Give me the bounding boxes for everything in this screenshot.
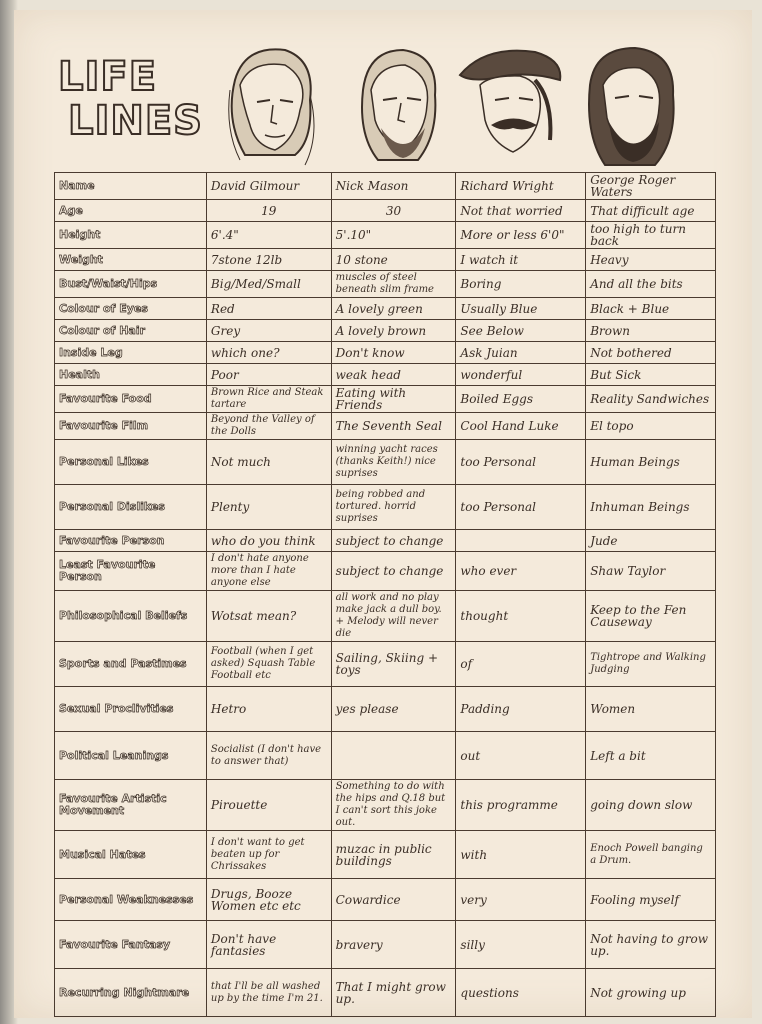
- page-title: [58, 55, 208, 143]
- cell-wright: too Personal: [456, 440, 586, 485]
- row-label: Personal Dislikes: [55, 485, 207, 530]
- cell-waters: Left a bit: [586, 732, 716, 780]
- cell-gilmour: 7stone 12lb: [206, 249, 331, 271]
- cell-gilmour: Don't have fantasies: [206, 921, 331, 969]
- cell-mason: A lovely brown: [331, 320, 456, 342]
- cell-wright: Usually Blue: [456, 298, 586, 320]
- table-row: [55, 222, 716, 249]
- cell-waters: Not having to grow up.: [586, 921, 716, 969]
- table-row: [55, 552, 716, 591]
- row-label: Personal Likes: [55, 440, 207, 485]
- cell-wright: who ever: [456, 552, 586, 591]
- cell-wright: thought: [456, 591, 586, 642]
- band-portraits: [215, 40, 695, 180]
- cell-wright: with: [456, 831, 586, 879]
- table-row: [55, 249, 716, 271]
- table-row: [55, 732, 716, 780]
- table-row: [55, 921, 716, 969]
- row-label: Weight: [55, 249, 207, 271]
- title-line-1: LIFE: [58, 54, 158, 100]
- row-label: Musical Hates: [55, 831, 207, 879]
- cell-gilmour: Big/Med/Small: [206, 271, 331, 298]
- row-label: Sexual Proclivities: [55, 687, 207, 732]
- row-label: Height: [55, 222, 207, 249]
- cell-mason: Don't know: [331, 342, 456, 364]
- row-label: Name: [55, 173, 207, 200]
- cell-wright: silly: [456, 921, 586, 969]
- row-label: Health: [55, 364, 207, 386]
- row-label: Favourite Person: [55, 530, 207, 552]
- cell-wright: of: [456, 642, 586, 687]
- cell-wright: Padding: [456, 687, 586, 732]
- portrait-mason-icon: [343, 40, 453, 175]
- cell-wright: Richard Wright: [456, 173, 586, 200]
- cell-waters: But Sick: [586, 364, 716, 386]
- table-row: [55, 687, 716, 732]
- table-row: [55, 298, 716, 320]
- cell-gilmour: Hetro: [206, 687, 331, 732]
- cell-mason: [331, 732, 456, 780]
- cell-gilmour: Socialist (I don't have to answer that): [206, 732, 331, 780]
- cell-wright: out: [456, 732, 586, 780]
- cell-mason: A lovely green: [331, 298, 456, 320]
- cell-mason: 30: [331, 200, 456, 222]
- row-label: Colour of Hair: [55, 320, 207, 342]
- cell-gilmour: Drugs, Booze Women etc etc: [206, 879, 331, 921]
- cell-mason: Cowardice: [331, 879, 456, 921]
- table-row: [55, 780, 716, 831]
- cell-wright: [456, 530, 586, 552]
- row-label: Recurring Nightmare: [55, 969, 207, 1017]
- cell-waters: Keep to the Fen Causeway: [586, 591, 716, 642]
- cell-wright: wonderful: [456, 364, 586, 386]
- cell-gilmour: Pirouette: [206, 780, 331, 831]
- cell-gilmour: Beyond the Valley of the Dolls: [206, 413, 331, 440]
- cell-waters: And all the bits: [586, 271, 716, 298]
- table-row: [55, 879, 716, 921]
- cell-mason: weak head: [331, 364, 456, 386]
- cell-wright: Boring: [456, 271, 586, 298]
- cell-waters: Brown: [586, 320, 716, 342]
- cell-mason: all work and no play make jack a dull boy. + Melody will never die: [331, 591, 456, 642]
- table-row: [55, 831, 716, 879]
- table-row: [55, 320, 716, 342]
- cell-wright: See Below: [456, 320, 586, 342]
- table-row: [55, 173, 716, 200]
- cell-gilmour: I don't hate anyone more than I hate anyone else: [206, 552, 331, 591]
- cell-wright: too Personal: [456, 485, 586, 530]
- cell-waters: Not bothered: [586, 342, 716, 364]
- cell-mason: Eating with Friends: [331, 386, 456, 413]
- cell-waters: Inhuman Beings: [586, 485, 716, 530]
- cell-wright: questions: [456, 969, 586, 1017]
- cell-gilmour: David Gilmour: [206, 173, 331, 200]
- row-label: Favourite Food: [55, 386, 207, 413]
- cell-waters: That difficult age: [586, 200, 716, 222]
- row-label: Favourite Fantasy: [55, 921, 207, 969]
- table-row: [55, 969, 716, 1017]
- table-row: [55, 342, 716, 364]
- table-row: [55, 440, 716, 485]
- cell-wright: More or less 6'0": [456, 222, 586, 249]
- cell-gilmour: Wotsat mean?: [206, 591, 331, 642]
- cell-mason: 5'.10": [331, 222, 456, 249]
- portrait-gilmour-icon: [215, 40, 325, 175]
- cell-gilmour: Red: [206, 298, 331, 320]
- row-label: Sports and Pastimes: [55, 642, 207, 687]
- cell-waters: Enoch Powell banging a Drum.: [586, 831, 716, 879]
- cell-mason: 10 stone: [331, 249, 456, 271]
- cell-waters: Jude: [586, 530, 716, 552]
- cell-wright: I watch it: [456, 249, 586, 271]
- row-label: Political Leanings: [55, 732, 207, 780]
- cell-gilmour: Grey: [206, 320, 331, 342]
- cell-gilmour: I don't want to get beaten up for Chrissakes: [206, 831, 331, 879]
- cell-gilmour: 19: [206, 200, 331, 222]
- cell-mason: subject to change: [331, 530, 456, 552]
- cell-waters: Women: [586, 687, 716, 732]
- cell-waters: Human Beings: [586, 440, 716, 485]
- cell-gilmour: Brown Rice and Steak tartare: [206, 386, 331, 413]
- cell-waters: Black + Blue: [586, 298, 716, 320]
- cell-mason: Nick Mason: [331, 173, 456, 200]
- cell-gilmour: Poor: [206, 364, 331, 386]
- cell-waters: Shaw Taylor: [586, 552, 716, 591]
- cell-gilmour: Football (when I get asked) Squash Table Football etc: [206, 642, 331, 687]
- cell-waters: Not growing up: [586, 969, 716, 1017]
- cell-mason: bravery: [331, 921, 456, 969]
- table-row: [55, 386, 716, 413]
- portrait-wright-icon: [455, 40, 565, 175]
- table-row: [55, 364, 716, 386]
- table-row: [55, 271, 716, 298]
- table-row: [55, 413, 716, 440]
- cell-mason: That I might grow up.: [331, 969, 456, 1017]
- cell-mason: muscles of steel beneath slim frame: [331, 271, 456, 298]
- cell-gilmour: Plenty: [206, 485, 331, 530]
- row-label: Favourite Film: [55, 413, 207, 440]
- table-row: [55, 642, 716, 687]
- portrait-waters-icon: [575, 40, 685, 175]
- cell-mason: subject to change: [331, 552, 456, 591]
- row-label: Least Favourite Person: [55, 552, 207, 591]
- row-label: Personal Weaknesses: [55, 879, 207, 921]
- cell-wright: very: [456, 879, 586, 921]
- cell-mason: muzac in public buildings: [331, 831, 456, 879]
- cell-waters: George Roger Waters: [586, 173, 716, 200]
- table-row: [55, 530, 716, 552]
- table-row: [55, 485, 716, 530]
- table-row: [55, 200, 716, 222]
- cell-gilmour: 6'.4": [206, 222, 331, 249]
- life-lines-table: [54, 172, 716, 1017]
- cell-wright: Ask Juian: [456, 342, 586, 364]
- cell-wright: Boiled Eggs: [456, 386, 586, 413]
- cell-wright: this programme: [456, 780, 586, 831]
- cell-waters: Tightrope and Walking Judging: [586, 642, 716, 687]
- cell-waters: Reality Sandwiches: [586, 386, 716, 413]
- cell-mason: The Seventh Seal: [331, 413, 456, 440]
- cell-mason: Sailing, Skiing + toys: [331, 642, 456, 687]
- cell-waters: Heavy: [586, 249, 716, 271]
- cell-mason: winning yacht races (thanks Keith!) nice suprises: [331, 440, 456, 485]
- row-label: Philosophical Beliefs: [55, 591, 207, 642]
- cell-gilmour: which one?: [206, 342, 331, 364]
- cell-wright: Not that worried: [456, 200, 586, 222]
- cell-gilmour: who do you think: [206, 530, 331, 552]
- cell-waters: Fooling myself: [586, 879, 716, 921]
- row-label: Inside Leg: [55, 342, 207, 364]
- row-label: Bust/Waist/Hips: [55, 271, 207, 298]
- cell-gilmour: that I'll be all washed up by the time I'm 21.: [206, 969, 331, 1017]
- row-label: Colour of Eyes: [55, 298, 207, 320]
- cell-waters: going down slow: [586, 780, 716, 831]
- cell-waters: too high to turn back: [586, 222, 716, 249]
- cell-mason: Something to do with the hips and Q.18 but I can't sort this joke out.: [331, 780, 456, 831]
- cell-mason: being robbed and tortured. horrid suprises: [331, 485, 456, 530]
- cell-mason: yes please: [331, 687, 456, 732]
- cell-wright: Cool Hand Luke: [456, 413, 586, 440]
- row-label: Favourite Artistic Movement: [55, 780, 207, 831]
- table-row: [55, 591, 716, 642]
- cell-gilmour: Not much: [206, 440, 331, 485]
- cell-waters: El topo: [586, 413, 716, 440]
- row-label: Age: [55, 200, 207, 222]
- title-line-2: LINES: [68, 98, 203, 144]
